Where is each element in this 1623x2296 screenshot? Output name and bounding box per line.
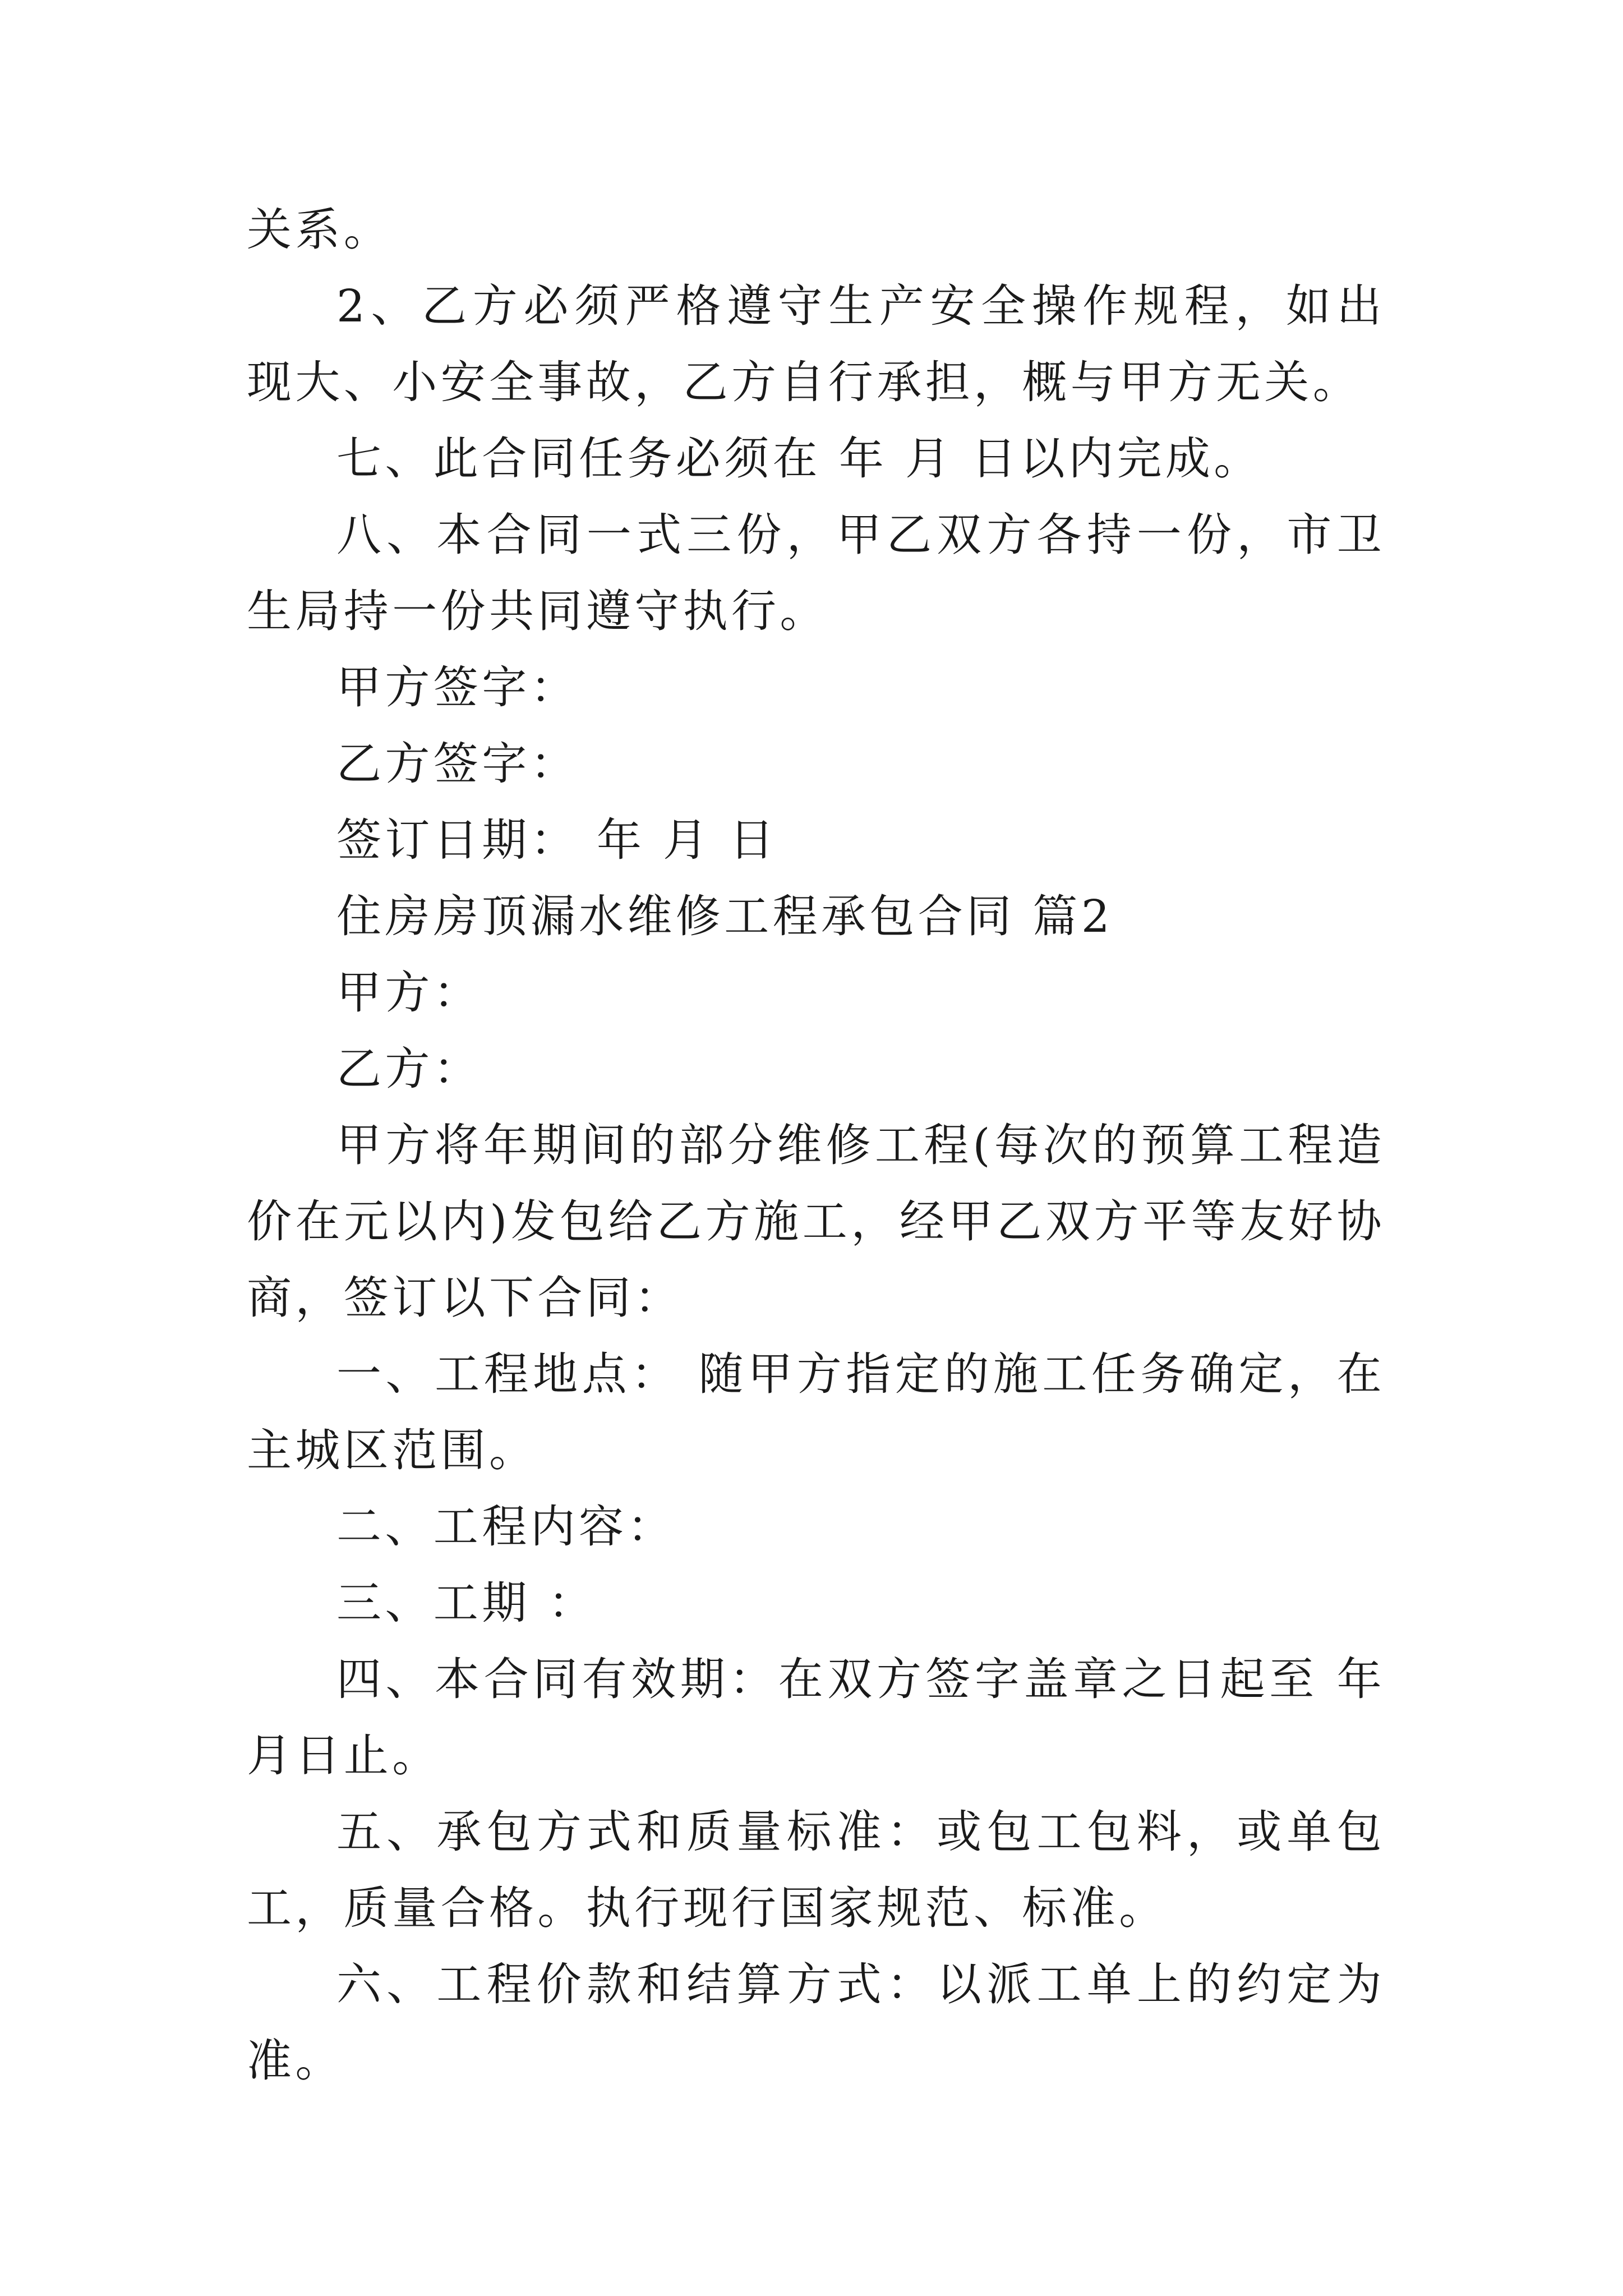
paragraph: 七、此合同任务必须在 年 月 日以内完成。 xyxy=(336,432,1262,485)
party-a-line: 甲方： xyxy=(336,967,482,1019)
party-b-line: 乙方： xyxy=(336,1043,482,1095)
paragraph: 六、工程价款和结算方式：以派工单上的约定为准。 xyxy=(247,1958,1385,2087)
signing-date-line: 签订日期： 年 月 日 xyxy=(336,814,778,866)
paragraph: 五、承包方式和质量标准：或包工包料，或单包工，质量合格。执行现行国家规范、标准。 xyxy=(247,1806,1385,1934)
party-a-signature-line: 甲方签字： xyxy=(336,661,579,714)
party-b-signature-line: 乙方签字： xyxy=(336,738,579,790)
document-body xyxy=(247,192,1385,2099)
paragraph: 八、本合同一式三份，甲乙双方各持一份，市卫生局持一份共同遵守执行。 xyxy=(247,509,1385,637)
section-title: 住房房顶漏水维修工程承包合同 篇2 xyxy=(336,890,1114,942)
paragraph: 一、工程地点： 随甲方指定的施工任务确定，在主城区范围。 xyxy=(247,1348,1385,1476)
paragraph: 甲方将年期间的部分维修工程(每次的预算工程造价在元以内)发包给乙方施工，经甲乙双方平等友好协商，签订以下合同： xyxy=(247,1119,1385,1324)
paragraph: 四、本合同有效期：在双方签字盖章之日起至 年 月日止。 xyxy=(247,1653,1385,1782)
paragraph: 2、乙方必须严格遵守生产安全操作规程，如出现大、小安全事故，乙方自行承担，概与甲方无关。 xyxy=(247,280,1385,408)
paragraph: 关系。 xyxy=(247,204,393,256)
paragraph: 二、工程内容： xyxy=(336,1501,676,1553)
paragraph: 三、工期 ： xyxy=(336,1577,597,1629)
